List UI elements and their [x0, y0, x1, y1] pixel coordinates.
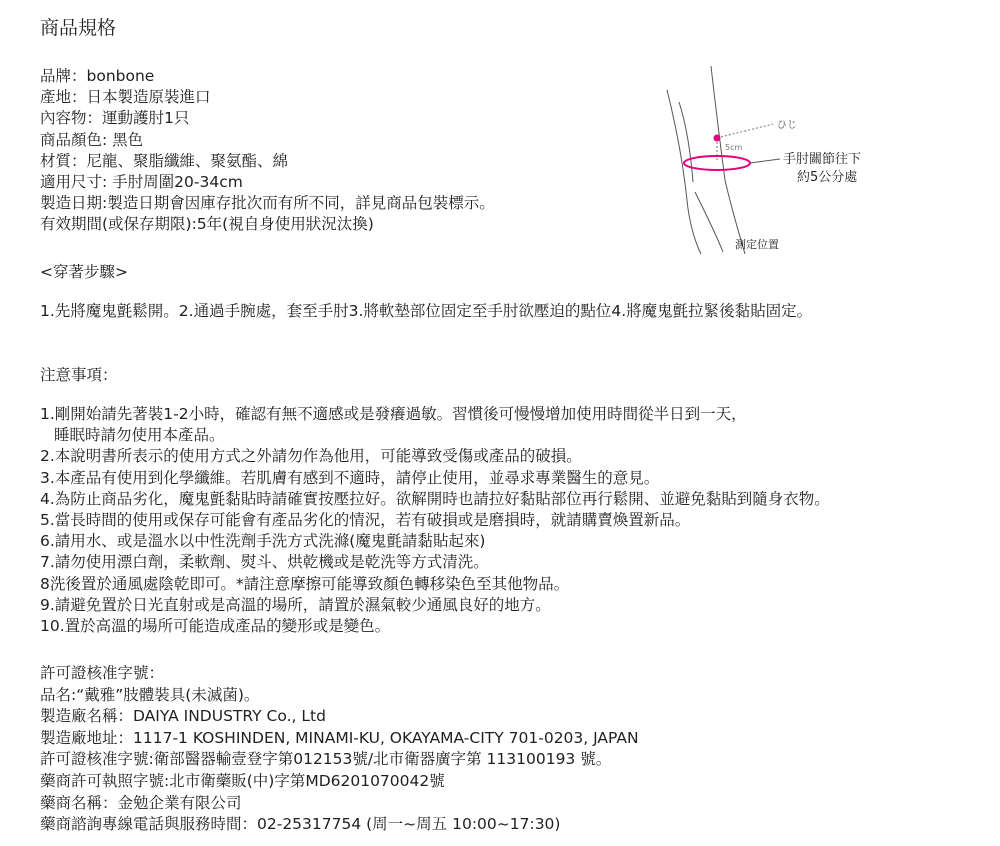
page-title: 商品規格 [40, 17, 117, 39]
arm-outline-left [667, 90, 687, 200]
callout-line-1: 手肘關節往下 [783, 152, 862, 167]
forearm-outline [687, 200, 701, 254]
spec-color: 商品顏色: 黑色 [40, 130, 144, 149]
license-number: 許可證核准字號:衛部醫器輸壹登字第012153號/北市衛器廣字第 113100193 號。 [40, 750, 612, 769]
spec-size: 適用尺寸: 手肘周圍20-34cm [40, 173, 243, 192]
diagram-caption: 測定位置 [735, 238, 779, 251]
notes-heading: 注意事項： [40, 366, 118, 384]
spec-material: 材質：尼龍、聚脂纖維、聚氨酯、綿 [40, 151, 289, 170]
license-info [40, 663, 639, 836]
license-heading: 許可證核准字號： [40, 664, 165, 682]
notes-list [40, 404, 830, 637]
arm-outline-right [711, 66, 745, 254]
callout-line [750, 159, 780, 163]
license-product-name: 品名:“戴雅”肢體裝具(未滅菌)。 [40, 685, 260, 704]
inner-arm-line [695, 192, 723, 252]
note-item: 10.置於高溫的場所可能造成產品的變形或是變色。 [40, 617, 391, 636]
spec-manufacture-date: 製造日期:製造日期會因庫存批次而有所不同，詳見商品包裝標示。 [40, 194, 495, 213]
steps-text: 1.先將魔鬼氈鬆開。2.通過手腕處，套至手肘3.將軟墊部位固定至手肘欲壓迫的點位4.將魔鬼氈拉緊後黏貼固定。 [40, 302, 813, 320]
note-item-continuation: 睡眠時請勿使用本產品。 [54, 426, 225, 445]
note-item: 4.為防止商品劣化，魔鬼氈黏貼時請確實按壓拉好。欲解開時也請拉好黏貼部位再行鬆開、並避免黏貼到隨身衣物。 [40, 489, 830, 508]
note-item: 1.剛開始請先著裝1-2小時，確認有無不適感或是發癢過敏。習慣後可慢慢增加使用時間從半日到一天， [40, 405, 747, 423]
note-item: 8洗後置於通風處陰乾即可。*請注意摩擦可能導致顏色轉移染色至其他物品。 [40, 574, 570, 593]
inner-arm-line-2 [679, 102, 693, 182]
note-item: 3.本產品有使用到化學纖維。若肌膚有感到不適時，請停止使用，並尋求專業醫生的意見。 [40, 468, 660, 487]
license-manufacturer: 製造廠名稱：DAIYA INDUSTRY Co., Ltd [40, 707, 326, 726]
spec-shelf-life: 有效期間(或保存期限):5年(視自身使用狀況汰換) [40, 215, 374, 234]
callout-line-2: 約5公分處 [797, 170, 858, 185]
note-item: 7.請勿使用漂白劑，柔軟劑、熨斗、烘乾機或是乾洗等方式清洗。 [40, 553, 489, 572]
distance-label: 5cm [725, 143, 743, 152]
elbow-point-dot [714, 135, 721, 142]
spec-origin: 產地：日本製造原裝進口 [40, 88, 211, 107]
note-item: 9.請避免置於日光直射或是高溫的場所，請置於濕氣較少通風良好的地方。 [40, 595, 551, 614]
spec-brand: 品牌：bonbone [40, 67, 155, 85]
elbow-leader-line [721, 124, 773, 137]
note-item: 6.請用水、或是溫水以中性洗劑手洗方式洗滌(魔鬼氈請黏貼起來) [40, 532, 486, 551]
elbow-label: ひじ [777, 120, 797, 131]
license-pharmacy-name: 藥商名稱：金勉企業有限公司 [40, 793, 242, 812]
spec-list [40, 66, 495, 236]
elbow-measurement-diagram [665, 62, 895, 257]
note-item: 5.當長時間的使用或保存可能會有產品劣化的情況，若有破損或是磨損時，就請購賣煥置新品。 [40, 511, 691, 530]
license-manufacturer-address: 製造廠地址：1117-1 KOSHINDEN, MINAMI-KU, OKAYAMA-CITY 701-0203, JAPAN [40, 728, 639, 747]
note-item: 2.本說明書所表示的使用方式之外請勿作為他用，可能導致受傷或產品的破損。 [40, 447, 582, 466]
steps-heading: <穿著步驟> [40, 263, 128, 281]
license-pharmacy-permit: 藥商許可執照字號:北市衛藥販(中)字第MD6201070042號 [40, 771, 445, 790]
spec-contents: 內容物：運動護肘1只 [40, 109, 190, 128]
license-service-phone: 藥商諮詢專線電話與服務時間：02-25317754 (周一~周五 10:00~17:30) [40, 815, 561, 834]
